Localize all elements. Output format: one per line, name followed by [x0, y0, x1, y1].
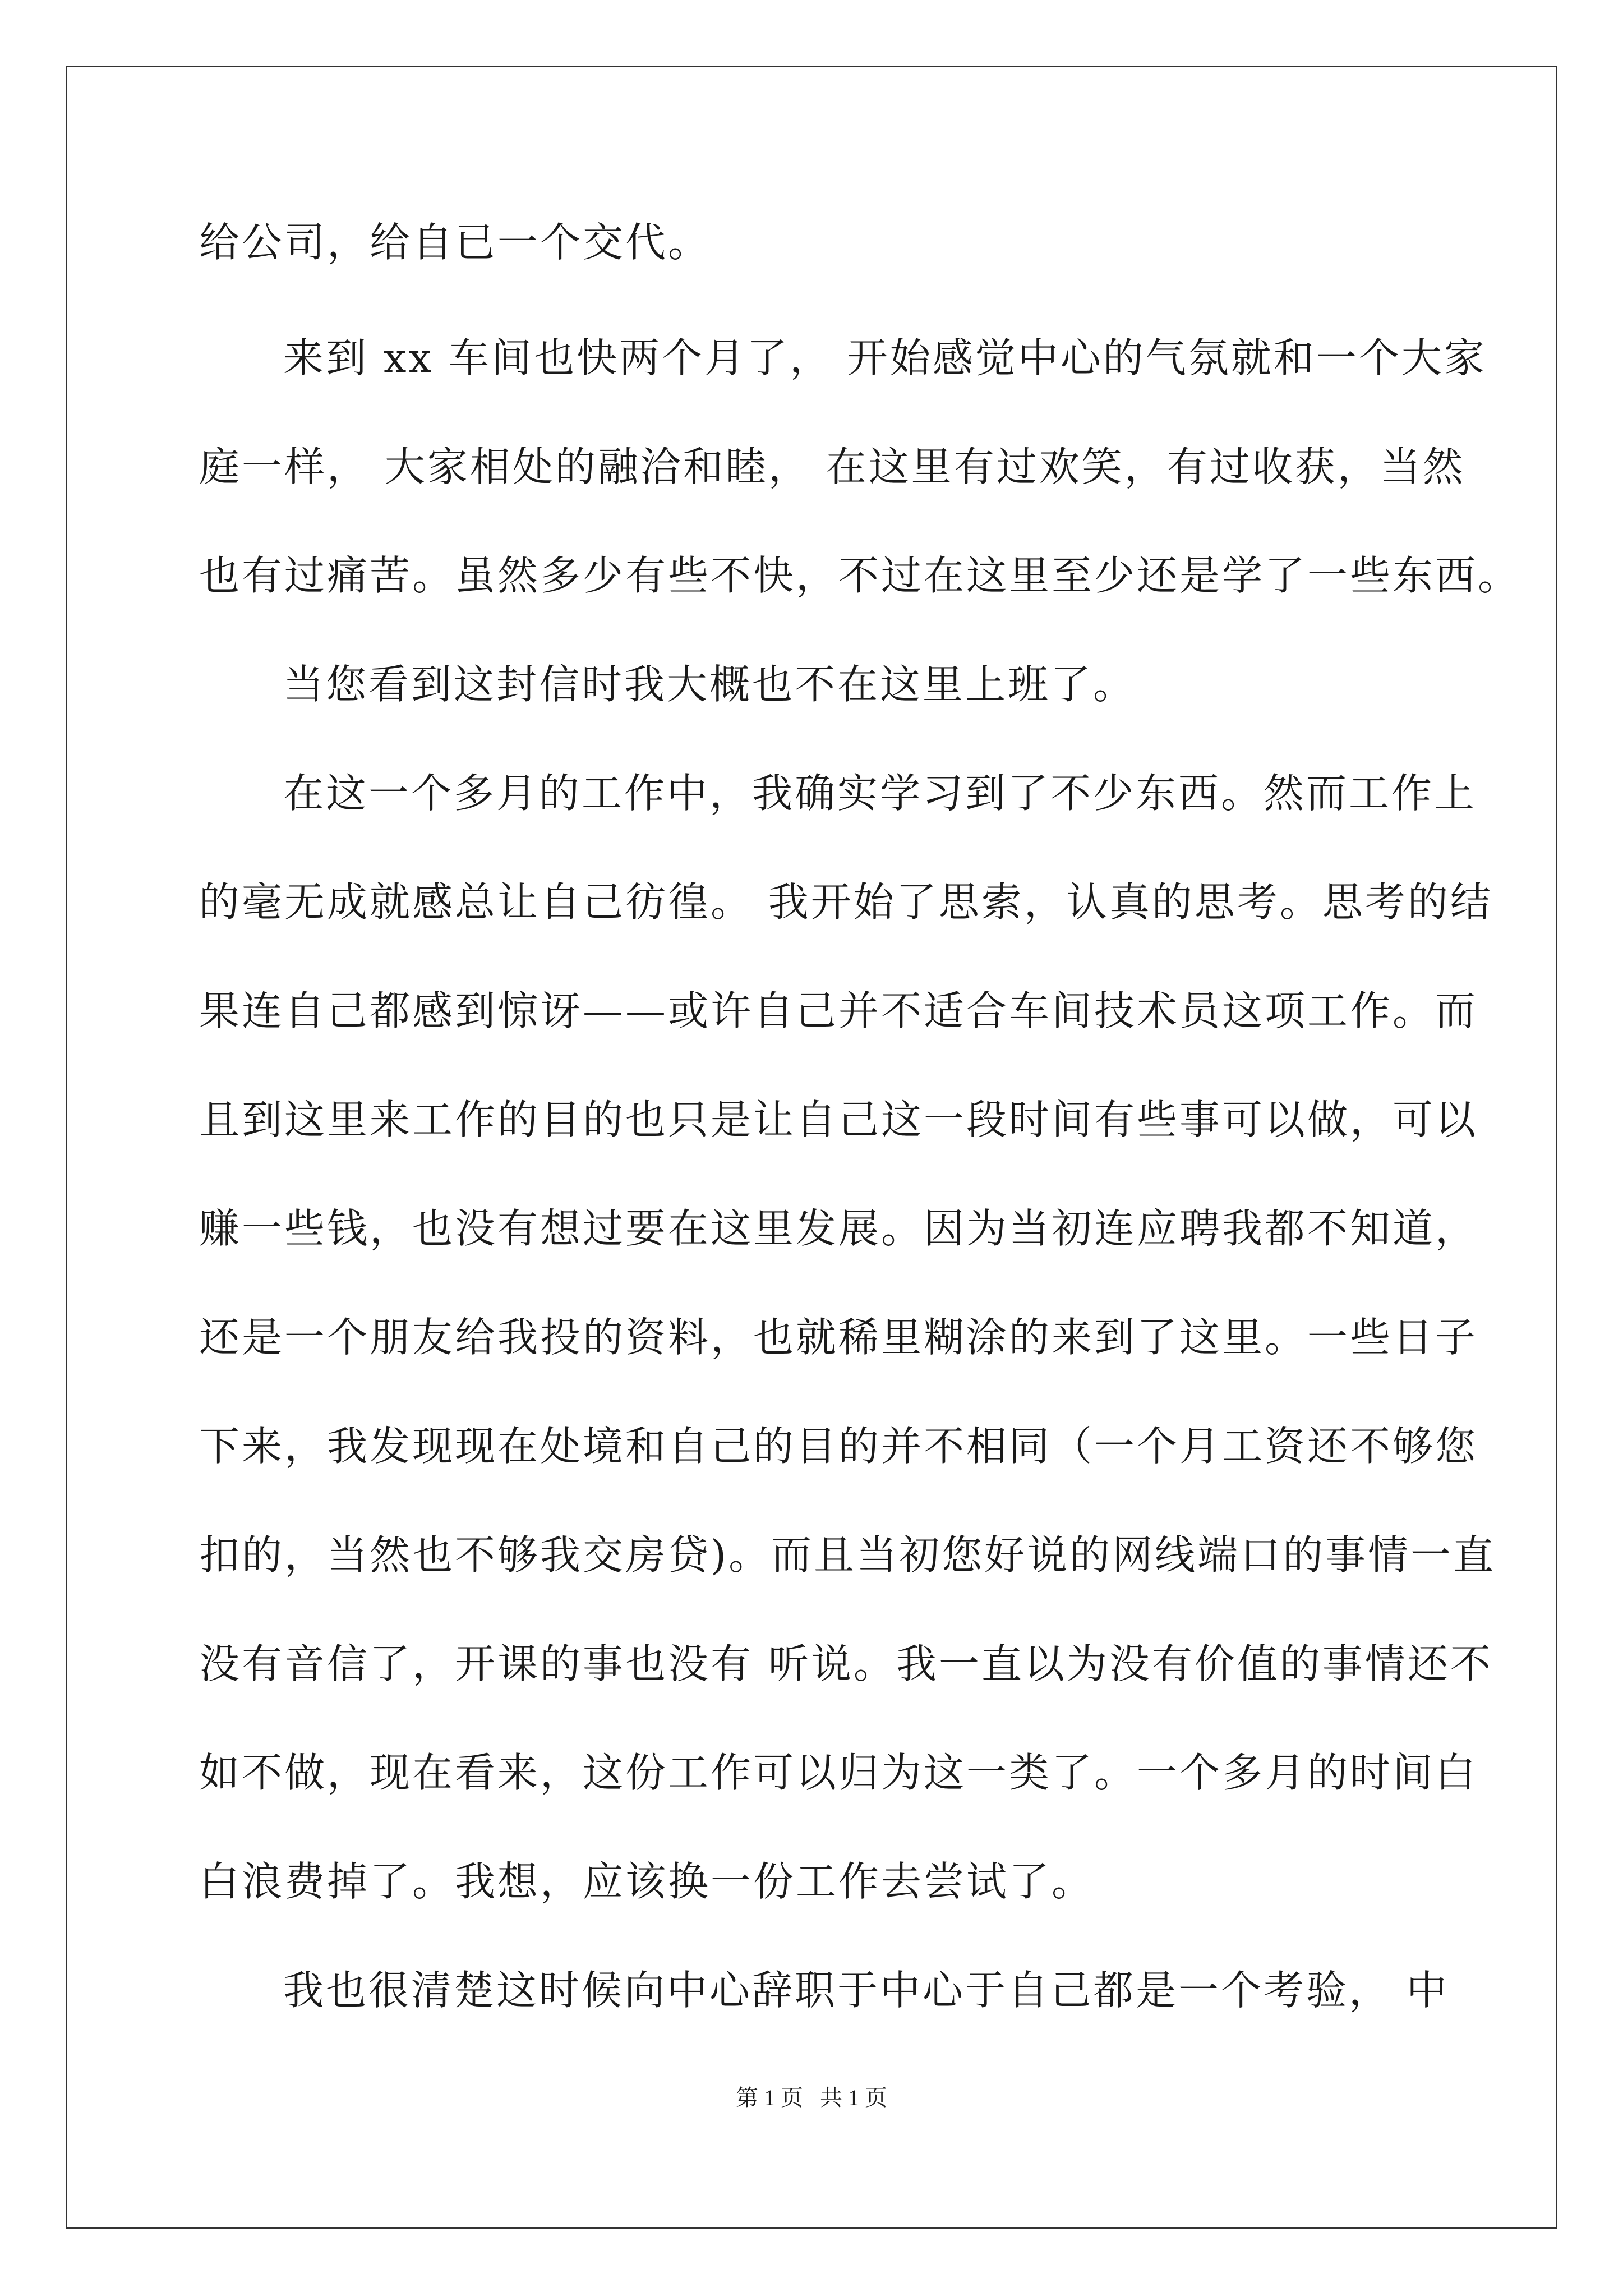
- text-line: 当您看到这封信时我大概也不在这里上班了。: [283, 661, 1136, 708]
- text-line: 来到 xx 车间也快两个月了， 开始感觉中心的气氛就和一个大家: [283, 334, 1487, 381]
- text-line: 的毫无成就感总让自己彷徨。 我开始了思索，认真的思考。思考的结: [199, 878, 1493, 926]
- text-line: 果连自己都感到惊讶——或许自己并不适合车间技术员这项工作。而: [199, 987, 1478, 1034]
- text-line: 庭一样， 大家相处的融洽和睦， 在这里有过欢笑，有过收获，当然: [199, 443, 1465, 490]
- text-line: 我也很清楚这时候向中心辞职于中心于自己都是一个考验， 中: [283, 1967, 1449, 2014]
- text-line: 给公司，给自已一个交代。: [199, 219, 711, 266]
- text-line: 还是一个朋友给我投的资料，也就稀里糊涂的来到了这里。一些日子: [199, 1314, 1478, 1361]
- text-line: 扣的，当然也不够我交房贷)。而且当初您好说的网线端口的事情一直: [199, 1531, 1496, 1579]
- text-line: 也有过痛苦。虽然多少有些不快，不过在这里至少还是学了一些东西。: [199, 552, 1521, 599]
- text-line: 如不做，现在看来，这份工作可以归为这一类了。一个多月的时间白: [199, 1749, 1478, 1796]
- page-number-footer: 第 1 页 共 1 页: [736, 2085, 887, 2110]
- text-line: 且到这里来工作的目的也只是让自己这一段时间有些事可以做，可以: [199, 1096, 1478, 1143]
- text-line: 赚一些钱，也没有想过要在这里发展。因为当初连应聘我都不知道，: [199, 1205, 1478, 1252]
- text-line: 没有音信了，开课的事也没有 听说。我一直以为没有价值的事情还不: [199, 1640, 1493, 1687]
- text-line: 白浪费掉了。我想，应该换一份工作去尝试了。: [199, 1858, 1095, 1905]
- text-line: 下来，我发现现在处境和自己的目的并不相同（一个月工资还不够您: [199, 1423, 1478, 1470]
- text-line: 在这一个多月的工作中，我确实学习到了不少东西。然而工作上: [283, 770, 1477, 817]
